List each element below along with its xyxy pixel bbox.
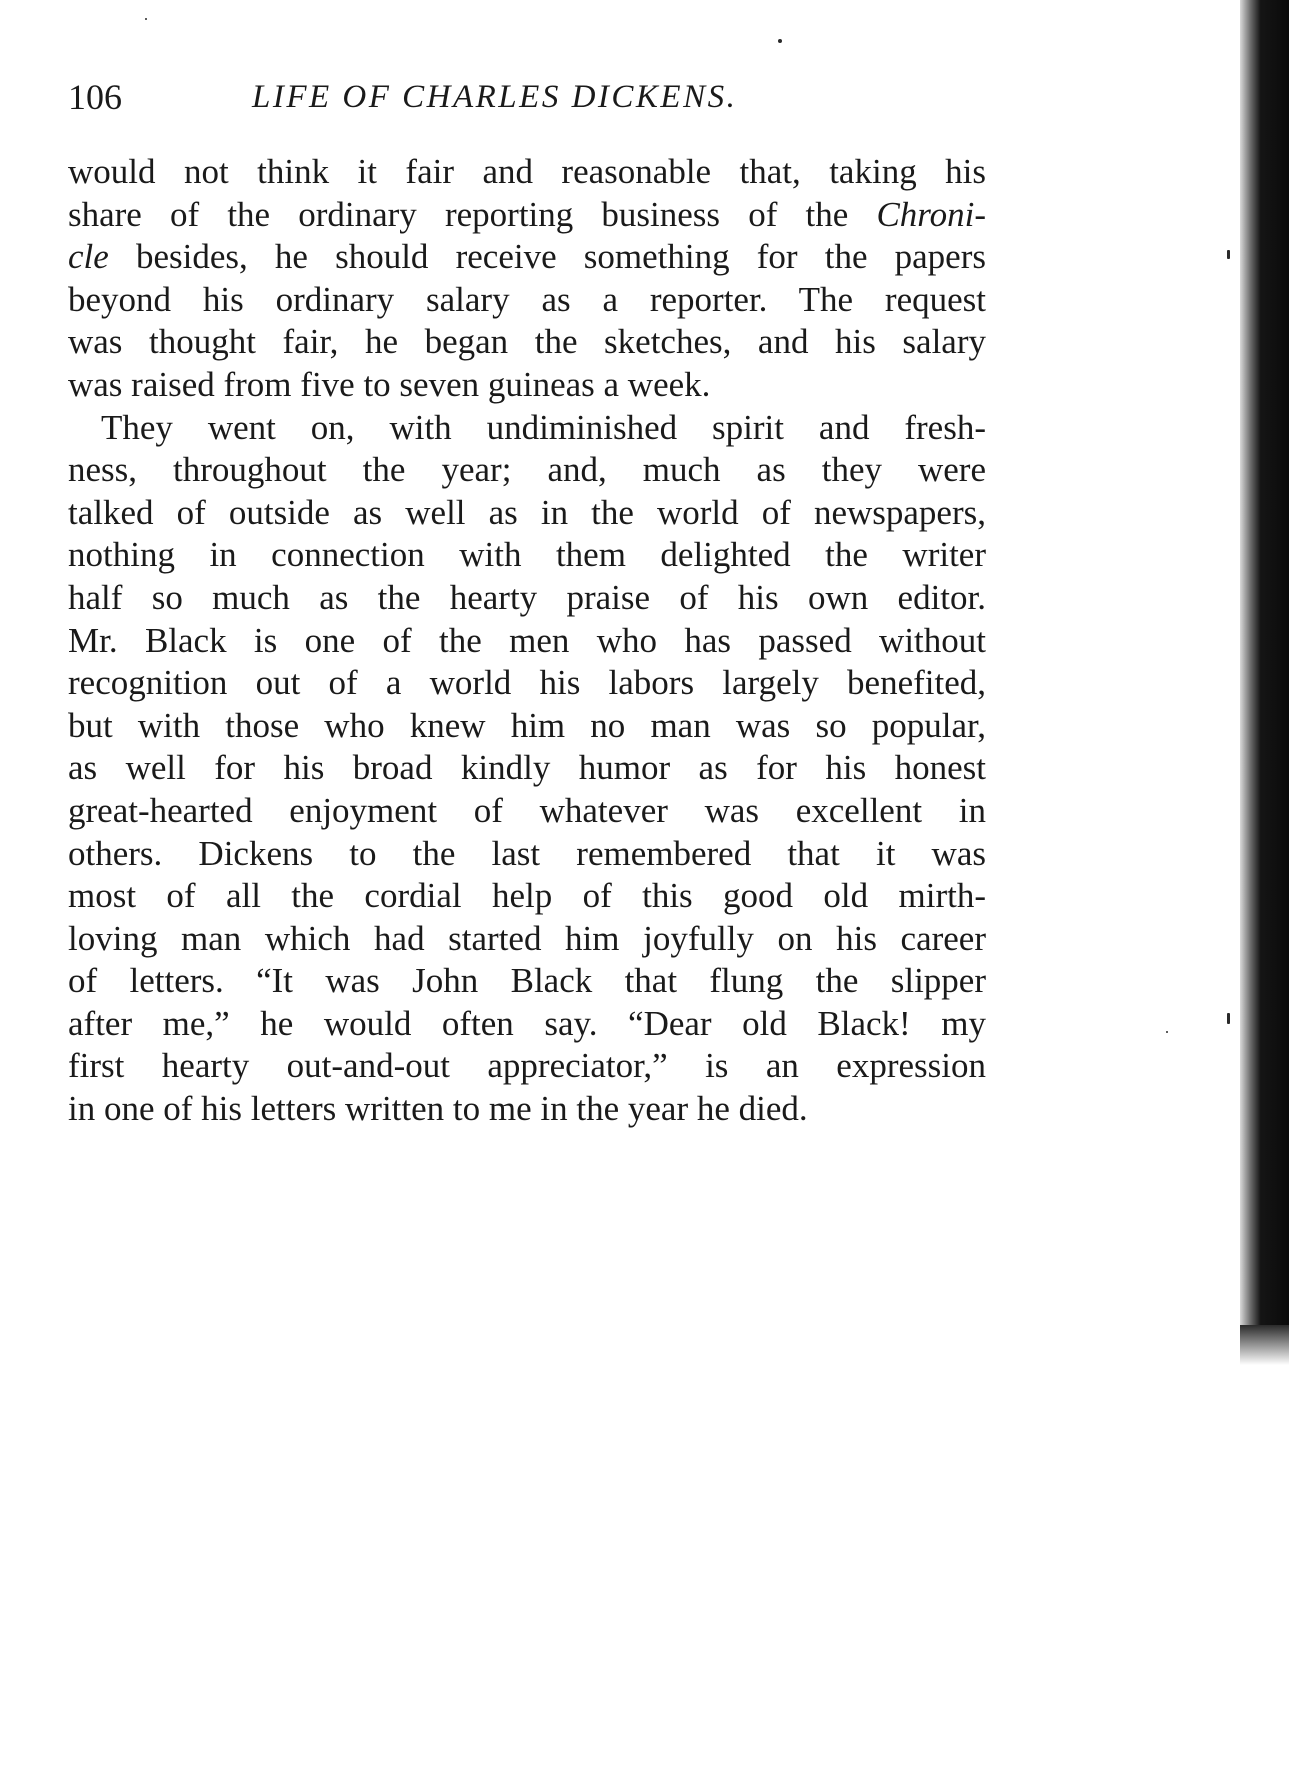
text-line: Mr. Black is one of the men who has passed without <box>68 620 986 660</box>
text-line: was raised from five to seven guineas a week. <box>68 364 711 404</box>
text-line: in one of his letters written to me in the year he died. <box>68 1089 808 1129</box>
running-title: LIFE OF CHARLES DICKENS. <box>252 79 738 115</box>
text-segment: besides, he should receive something for the papers <box>108 237 986 277</box>
body-text <box>68 151 986 1131</box>
print-speck <box>778 39 782 43</box>
text-line: beyond his ordinary salary as a reporter. The request <box>68 279 986 319</box>
page-number: 106 <box>68 77 122 117</box>
text-line: ness, throughout the year; and, much as they were <box>68 450 986 490</box>
text-line: others. Dickens to the last remembered that it was <box>68 833 986 873</box>
italic-newspaper-name-cont: cle <box>68 237 109 277</box>
text-segment: share of the ordinary reporting business of the <box>68 194 849 234</box>
text-line: great-hearted enjoyment of whatever was excellent in <box>68 790 986 830</box>
text-line: would not think it fair and reasonable that, taking his <box>68 152 986 191</box>
paragraph-1 <box>68 151 986 407</box>
text-line: talked of outside as well as in the world of newspapers, <box>68 492 986 532</box>
text-line: most of all the cordial help of this good old mirth- <box>68 876 986 916</box>
book-spine-shadow <box>1240 0 1289 1325</box>
text-line: first hearty out-and-out appreciator,” is an expression <box>68 1046 986 1086</box>
italic-newspaper-name: Chroni- <box>876 194 986 234</box>
print-speck <box>145 18 147 20</box>
text-line: after me,” he would often say. “Dear old Black! my <box>68 1003 986 1043</box>
text-line <box>68 236 986 279</box>
print-speck <box>1227 1013 1230 1024</box>
text-line <box>68 194 986 237</box>
text-line: loving man which had started him joyfully on his career <box>68 918 986 958</box>
text-line: of letters. “It was John Black that flung the slipper <box>68 961 986 1001</box>
text-line: but with those who knew him no man was so popular, <box>68 705 986 745</box>
text-line: as well for his broad kindly humor as for his honest <box>68 748 986 788</box>
print-speck <box>1227 250 1230 259</box>
page-header <box>68 72 808 122</box>
text-line: recognition out of a world his labors largely benefited, <box>68 663 986 703</box>
print-speck <box>1166 1031 1168 1033</box>
book-spine-fade <box>1240 1325 1289 1365</box>
text-line: They went on, with undiminished spirit and fresh- <box>101 407 986 447</box>
text-line: half so much as the hearty praise of his own editor. <box>68 577 986 617</box>
text-line: was thought fair, he began the sketches, and his salary <box>68 322 986 362</box>
text-line: nothing in connection with them delighted the writer <box>68 535 986 575</box>
paragraph-2 <box>68 407 986 1131</box>
